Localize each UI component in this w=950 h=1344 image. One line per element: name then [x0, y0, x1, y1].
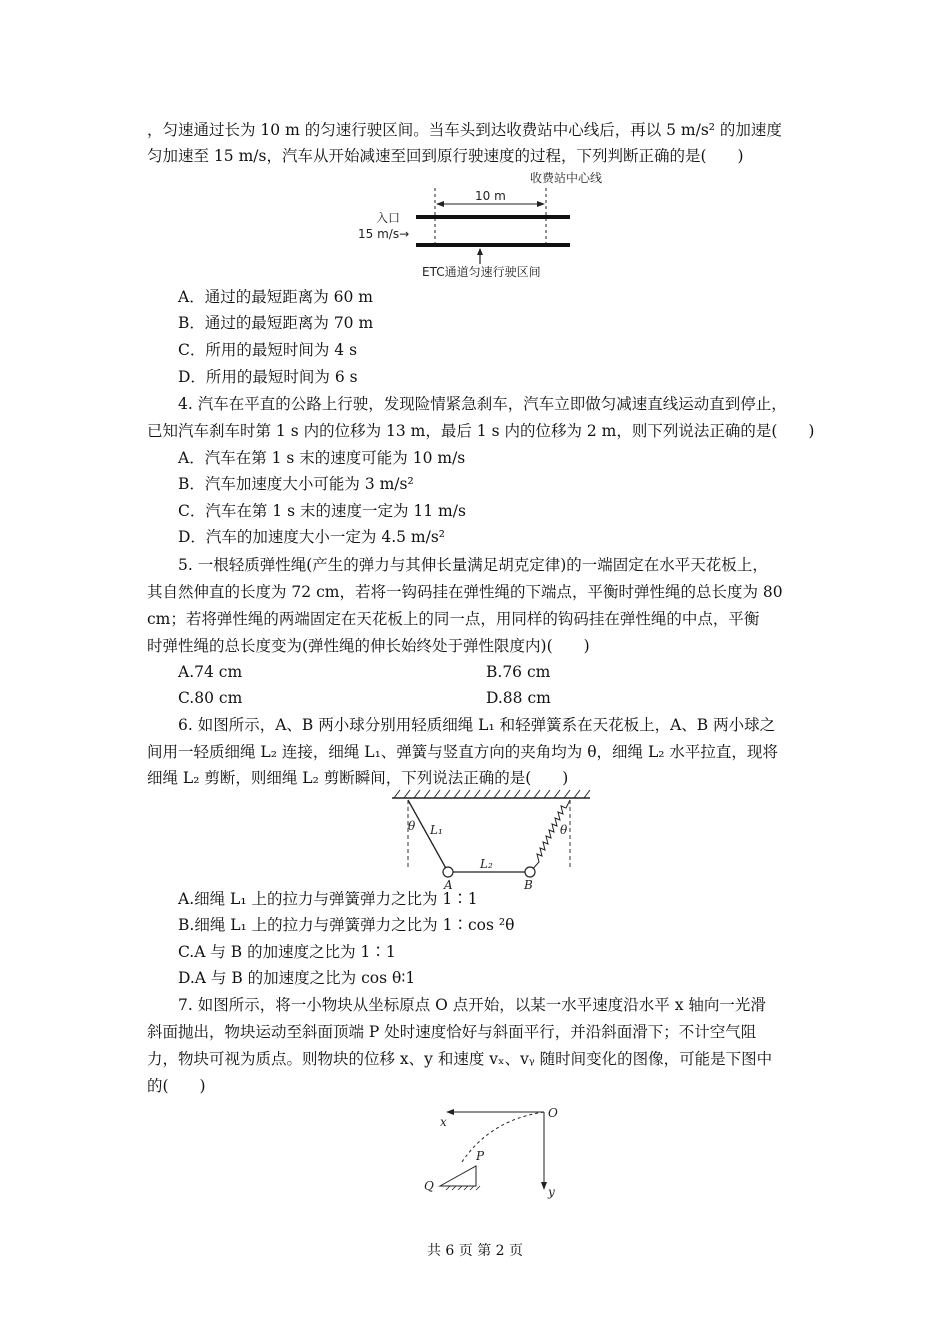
q4-line-2: 已知汽车刹车时第 1 s 内的位移为 13 m，最后 1 s 内的位移为 2 m，则下列说法正确的是( ) — [147, 422, 815, 440]
q6-line-1: 6. 如图所示，A、B 两小球分别用轻质细绳 L₁ 和轻弹簧系在天花板上，A、B 两小球之 — [178, 716, 776, 734]
distance-label: 10 m — [475, 189, 506, 203]
q4-option-a[interactable]: A．汽车在第 1 s 末的速度可能为 10 m/s — [178, 449, 466, 467]
q5-option-b[interactable]: B.76 cm — [486, 663, 551, 681]
q6-line-2: 间用一轻质细绳 L₂ 连接，细绳 L₁、弹簧与竖直方向的夹角均为 θ，细绳 L₂ 水平拉直，现将 — [147, 743, 778, 761]
toll-center-label: 收费站中心线 — [530, 171, 603, 185]
ceiling-hatch — [394, 790, 590, 798]
q6-option-b[interactable]: B.细绳 L₁ 上的拉力与弹簧弹力之比为 1∶cos ²θ — [178, 916, 515, 934]
arrow-right-head — [537, 201, 545, 207]
q5-line-4: 时弹性绳的总长度变为(弹性绳的伸长始终处于弹性限度内)( ) — [147, 637, 590, 655]
q5-line-2: 其自然伸直的长度为 72 cm，若将一钩码挂在弹性绳的下端点，平衡时弹性绳的总长度为 80 — [147, 583, 783, 601]
x-label: x — [440, 1115, 447, 1129]
q6-option-d[interactable]: D.A 与 B 的加速度之比为 cos θ∶1 — [178, 969, 416, 987]
q5-option-d[interactable]: D.88 cm — [486, 689, 551, 707]
l1-label: L₁ — [430, 823, 443, 837]
q7-line-2: 斜面抛出，物块运动至斜面顶端 P 处时速度恰好与斜面平行，并沿斜面滑下；不计空气阻 — [147, 1023, 757, 1041]
entry-label: 入口 — [376, 211, 401, 225]
etc-toll-figure — [350, 168, 650, 283]
q6-option-a[interactable]: A.细绳 L₁ 上的拉力与弹簧弹力之比为 1∶1 — [178, 890, 478, 908]
projectile-figure — [420, 1100, 580, 1210]
q-label: Q — [424, 1179, 434, 1193]
q3-line-1: ，匀速通过长为 10 m 的匀速行驶区间。当车头到达收费站中心线后，再以 5 m/s² 的加速度 — [147, 121, 782, 139]
incline — [440, 1166, 476, 1186]
arrow-left-head — [436, 201, 444, 207]
q3-line-2: 匀加速至 15 m/s，汽车从开始减速至回到原行驶速度的过程，下列判断正确的是( ) — [147, 147, 744, 165]
lane-bottom-line — [416, 243, 570, 247]
p-label: P — [476, 1149, 485, 1163]
q5-line-3: cm；若将弹性绳的两端固定在天花板上的同一点，用同样的钩码挂在弹性绳的中点，平衡 — [147, 610, 760, 628]
speed-label: 15 m/s→ — [358, 227, 410, 241]
x-axis-arrow — [446, 1109, 454, 1115]
trajectory — [462, 1112, 544, 1162]
zone-label: ETC通道匀速行驶区间 — [422, 265, 541, 279]
page-footer: 共 6 页 第 2 页 — [426, 1243, 524, 1259]
q3-option-c[interactable]: C．所用的最短时间为 4 s — [178, 341, 358, 359]
q7-line-3: 力，物块可视为质点。则物块的位移 x、y 和速度 vₓ、vᵧ 随时间变化的图像，可能是下图中 — [147, 1050, 773, 1068]
incline-hatch — [446, 1186, 480, 1190]
l2-label: L₂ — [480, 857, 493, 871]
q4-option-d[interactable]: D．汽车的加速度大小一定为 4.5 m/s² — [178, 528, 446, 546]
q7-line-1: 7. 如图所示，将一小物块从坐标原点 O 点开始，以某一水平速度沿水平 x 轴向一光滑 — [178, 996, 766, 1014]
q6-option-c[interactable]: C.A 与 B 的加速度之比为 1∶1 — [178, 943, 396, 961]
q4-line-1: 4. 汽车在平直的公路上行驶，发现险情紧急刹车，汽车立即做匀减速直线运动直到停止， — [178, 395, 787, 413]
q5-option-a[interactable]: A.74 cm — [178, 663, 243, 681]
a-label: A — [444, 878, 453, 892]
q5-option-c[interactable]: C.80 cm — [178, 689, 243, 707]
lane-top-line — [416, 215, 570, 219]
q4-option-c[interactable]: C．汽车在第 1 s 末的速度一定为 11 m/s — [178, 502, 466, 520]
y-label: y — [548, 1185, 555, 1199]
rope-spring-figure — [380, 788, 600, 894]
theta-right-label: θ — [560, 823, 568, 837]
q3-option-a[interactable]: A．通过的最短距离为 60 m — [178, 288, 373, 306]
ball-a — [443, 867, 453, 877]
zone-pointer-head — [477, 248, 483, 255]
q5-line-1: 5. 一根轻质弹性绳(产生的弹力与其伸长量满足胡克定律)的一端固定在水平天花板上， — [178, 556, 768, 574]
ball-b — [525, 867, 535, 877]
q3-option-b[interactable]: B．通过的最短距离为 70 m — [178, 314, 374, 332]
q4-option-b[interactable]: B．汽车加速度大小可能为 3 m/s² — [178, 475, 414, 493]
q3-option-d[interactable]: D．所用的最短时间为 6 s — [178, 368, 358, 386]
b-label: B — [524, 878, 533, 892]
q7-line-4: 的( ) — [147, 1077, 206, 1095]
o-label: O — [548, 1106, 558, 1120]
theta-left-label: θ — [408, 819, 416, 833]
q6-line-3: 细绳 L₂ 剪断，则细绳 L₂ 剪断瞬间，下列说法正确的是( ) — [147, 769, 569, 787]
y-axis-arrow — [541, 1182, 547, 1190]
